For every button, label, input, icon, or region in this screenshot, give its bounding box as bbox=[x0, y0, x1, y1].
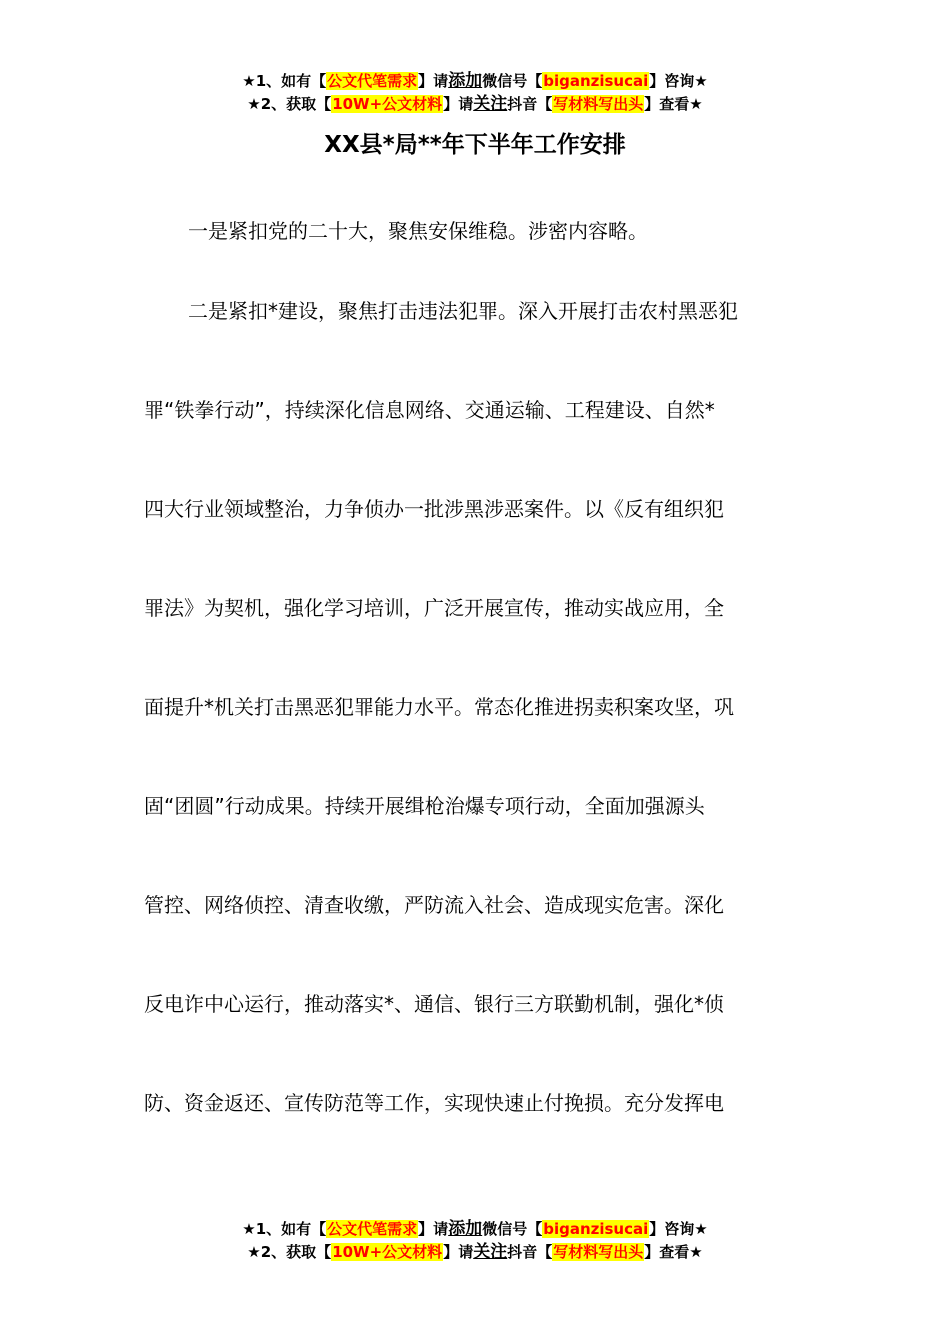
highlight-douyin-account: 写材料写出头 bbox=[553, 1243, 644, 1261]
footer-banner-line-2 bbox=[0, 1241, 950, 1264]
star-icon: ★ bbox=[689, 1243, 703, 1261]
header-banner-line-2 bbox=[0, 93, 950, 116]
emphasis-follow: 关注 bbox=[473, 94, 508, 114]
highlight-wechat-id: biganzisucai bbox=[543, 72, 649, 90]
paragraph-2-line: 固“团圆”行动成果。持续开展缉枪治爆专项行动，全面加强源头 bbox=[144, 794, 705, 818]
star-icon: ★ bbox=[242, 1220, 256, 1238]
highlight-service: 公文代笔需求 bbox=[327, 72, 418, 90]
banner-text: 抖音【 bbox=[507, 95, 553, 113]
banner-text: 】请 bbox=[443, 1243, 474, 1261]
paragraph-2-line: 反电诈中心运行，推动落实*、通信、银行三方联勤机制，强化*侦 bbox=[144, 992, 724, 1016]
emphasis-add: 添加 bbox=[448, 1219, 483, 1239]
emphasis-add: 添加 bbox=[448, 71, 483, 91]
header-banner-line-1 bbox=[0, 70, 950, 93]
header-banner bbox=[0, 70, 950, 116]
star-icon: ★ bbox=[694, 72, 708, 90]
paragraph-2-line: 面提升*机关打击黑恶犯罪能力水平。常态化推进拐卖积案攻坚，巩 bbox=[144, 695, 734, 719]
star-icon: ★ bbox=[689, 95, 703, 113]
highlight-materials: 10W+公文材料 bbox=[332, 1243, 443, 1261]
star-icon: ★ bbox=[242, 72, 256, 90]
paragraph-2-line: 罪“铁拳行动”，持续深化信息网络、交通运输、工程建设、自然* bbox=[144, 398, 715, 422]
banner-text: 2、获取【 bbox=[260, 1243, 332, 1261]
emphasis-follow: 关注 bbox=[473, 1242, 508, 1262]
document-title: XX县*局**年下半年工作安排 bbox=[324, 132, 626, 158]
banner-text: 】请 bbox=[418, 1220, 449, 1238]
paragraph-2-line: 防、资金返还、宣传防范等工作，实现快速止付挽损。充分发挥电 bbox=[144, 1091, 724, 1115]
highlight-service: 公文代笔需求 bbox=[327, 1220, 418, 1238]
paragraph-2-line: 管控、网络侦控、清查收缴，严防流入社会、造成现实危害。深化 bbox=[144, 893, 724, 917]
paragraph-1-text: 一是紧扣党的二十大，聚焦安保维稳。涉密内容略。 bbox=[188, 219, 648, 243]
banner-text: 微信号【 bbox=[482, 1220, 543, 1238]
star-icon: ★ bbox=[247, 95, 261, 113]
footer-banner bbox=[0, 1218, 950, 1264]
banner-text: 】请 bbox=[443, 95, 474, 113]
banner-text: 】查看 bbox=[644, 95, 690, 113]
banner-text: 】查看 bbox=[644, 1243, 690, 1261]
highlight-wechat-id: biganzisucai bbox=[543, 1220, 649, 1238]
footer-banner-line-1 bbox=[0, 1218, 950, 1241]
banner-text: 1、如有【 bbox=[255, 1220, 327, 1238]
star-icon: ★ bbox=[694, 1220, 708, 1238]
star-icon: ★ bbox=[247, 1243, 261, 1261]
banner-text: 】咨询 bbox=[649, 72, 695, 90]
banner-text: 】请 bbox=[418, 72, 449, 90]
highlight-materials: 10W+公文材料 bbox=[332, 95, 443, 113]
paragraph-2-line: 罪法》为契机，强化学习培训，广泛开展宣传，推动实战应用，全 bbox=[144, 596, 724, 620]
banner-text: 微信号【 bbox=[482, 72, 543, 90]
highlight-douyin-account: 写材料写出头 bbox=[553, 95, 644, 113]
paragraph-2-line: 二是紧扣*建设，聚焦打击违法犯罪。深入开展打击农村黑恶犯 bbox=[188, 299, 738, 323]
banner-text: 1、如有【 bbox=[255, 72, 327, 90]
paragraph-2-line: 四大行业领域整治，力争侦办一批涉黑涉恶案件。以《反有组织犯 bbox=[144, 497, 724, 521]
banner-text: 】咨询 bbox=[649, 1220, 695, 1238]
banner-text: 2、获取【 bbox=[260, 95, 332, 113]
banner-text: 抖音【 bbox=[507, 1243, 553, 1261]
